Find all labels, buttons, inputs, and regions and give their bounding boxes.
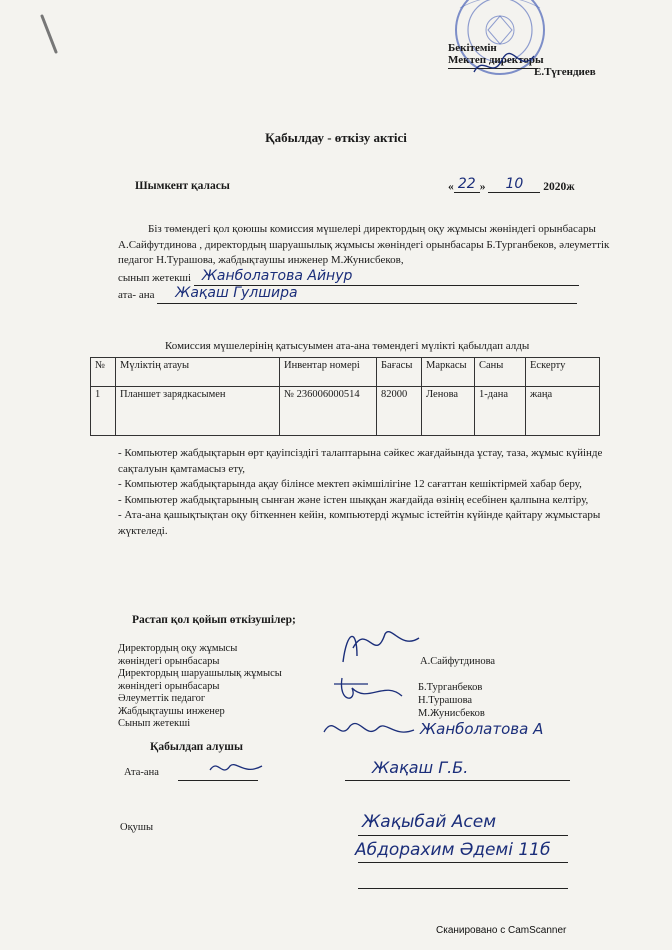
student-name-line-2 bbox=[358, 862, 568, 863]
cell-quantity: 1-дана bbox=[475, 387, 526, 436]
parent-name-line bbox=[345, 780, 570, 781]
commission-line: Комиссия мүшелерінің қатысуымен ата-ана төмендегі мүлікті қабылдап алды bbox=[165, 340, 530, 352]
col-number: № bbox=[91, 358, 116, 387]
parent-signer-label: Ата-ана bbox=[124, 767, 159, 778]
date-day: 22 bbox=[457, 176, 476, 192]
director-name: Е.Түгендиев bbox=[534, 66, 596, 78]
signature-3 bbox=[320, 712, 420, 746]
cell-number: 1 bbox=[91, 387, 116, 436]
signer-role: Директордың шаруашылық жұмысы bbox=[118, 668, 282, 679]
col-note: Ескерту bbox=[526, 358, 600, 387]
signature-2 bbox=[328, 674, 408, 708]
act-paragraph: Біз төмендегі қол қоюшы комиссия мүшелері директордың оқу жұмысы жөніндегі орынбасары А.Сайфутдинова , директордың шаруашылық жұмысы жөніндегі орынбасары Б.Турганбеков, әлеуметтік педагог Н.Турашова, жабдықтаушы инженер М.Жунисбеков, bbox=[118, 223, 610, 266]
signer-role: Сынып жетекші bbox=[118, 718, 191, 729]
signature-1 bbox=[335, 620, 425, 672]
approval-line2: Мектеп директоры bbox=[448, 54, 544, 66]
condition-item: - Компьютер жабдықтарының сынған және істен шыққан жағдайда өзінің есебінен қалпына келтіру, bbox=[118, 493, 589, 506]
signer-name: Н.Турашова bbox=[418, 695, 473, 706]
col-quantity: Саны bbox=[475, 358, 526, 387]
signer-role: Жабдықтаушы инженер bbox=[118, 705, 225, 717]
signers-title: Растап қол қойып өткізушілер; bbox=[132, 614, 296, 626]
class-teacher-signature: Жанболатова А bbox=[420, 720, 544, 738]
student-name-2: Абдорахим Әдемі 11б bbox=[355, 840, 551, 860]
signer-role: жөніндегі орынбасары bbox=[118, 680, 220, 692]
document-date: « 22 » 10 2020ж bbox=[448, 176, 575, 193]
table-row bbox=[91, 387, 600, 436]
class-teacher-label: сынып жетекші bbox=[118, 271, 192, 284]
condition-item: - Компьютер жабдықтарында ақау білінсе мектеп әкімшілігіне 12 сағаттан кешіктірмей хабар беру, bbox=[118, 478, 582, 490]
signer-roles bbox=[118, 643, 282, 731]
student-signer-label: Оқушы bbox=[120, 822, 154, 833]
parent-value: Жақаш Гулшира bbox=[175, 285, 298, 301]
act-body bbox=[118, 222, 618, 304]
signer-name: А.Сайфутдинова bbox=[420, 656, 496, 667]
pen-mark bbox=[20, 8, 70, 58]
extra-line bbox=[358, 888, 568, 889]
student-name-1: Жақыбай Асем bbox=[362, 812, 497, 832]
cell-inventory: № 236006000514 bbox=[280, 387, 377, 436]
col-name: Мүліктің атауы bbox=[116, 358, 280, 387]
city-label: Шымкент қаласы bbox=[135, 180, 230, 192]
condition-item: - Ата-ана қашықтықтан оқу біткеннен кейін, компьютерді жұмыс істейтін күйінде қайтару жұмыстары жүктеледі. bbox=[118, 509, 601, 537]
table-header-row bbox=[91, 358, 600, 387]
parent-label: ата- ана bbox=[118, 289, 155, 301]
cell-note: жаңа bbox=[526, 387, 600, 436]
col-brand: Маркасы bbox=[422, 358, 475, 387]
inventory-table bbox=[90, 357, 600, 436]
document-title: Қабылдау - өткізу актісі bbox=[265, 130, 407, 145]
approval-line1: Бекітемін bbox=[448, 42, 497, 54]
class-teacher-value: Жанболатова Айнур bbox=[201, 267, 353, 284]
receivers-title: Қабылдап алушы bbox=[150, 741, 243, 753]
parent-signature bbox=[206, 756, 266, 782]
cell-brand: Ленова bbox=[422, 387, 475, 436]
signer-role: жөніндегі орынбасары bbox=[118, 655, 220, 667]
date-year: 2020ж bbox=[543, 181, 575, 193]
date-month: 10 bbox=[505, 176, 524, 192]
conditions-list bbox=[118, 446, 613, 539]
cell-name: Планшет зарядкасымен bbox=[116, 387, 280, 436]
signer-name: М.Жунисбеков bbox=[418, 708, 485, 719]
scanner-watermark: Сканировано с CamScanner bbox=[436, 925, 567, 936]
director-signature bbox=[470, 50, 540, 80]
col-price: Бағасы bbox=[377, 358, 422, 387]
parent-signer-name: Жақаш Г.Б. bbox=[372, 758, 469, 777]
signer-name: Б.Турганбеков bbox=[418, 682, 483, 693]
col-inventory: Инвентар номері bbox=[280, 358, 377, 387]
signer-role: Әлеуметтік педагог bbox=[118, 693, 206, 704]
condition-item: - Компьютер жабдықтарын өрт қауіпсіздігі талаптарына сәйкес жағдайында ұстау, таза, жұмыс күйінде сақталуын қамтамасыз ету, bbox=[118, 447, 603, 475]
signer-role: Директордың оқу жұмысы bbox=[118, 643, 238, 654]
cell-price: 82000 bbox=[377, 387, 422, 436]
student-name-line-1 bbox=[358, 835, 568, 836]
